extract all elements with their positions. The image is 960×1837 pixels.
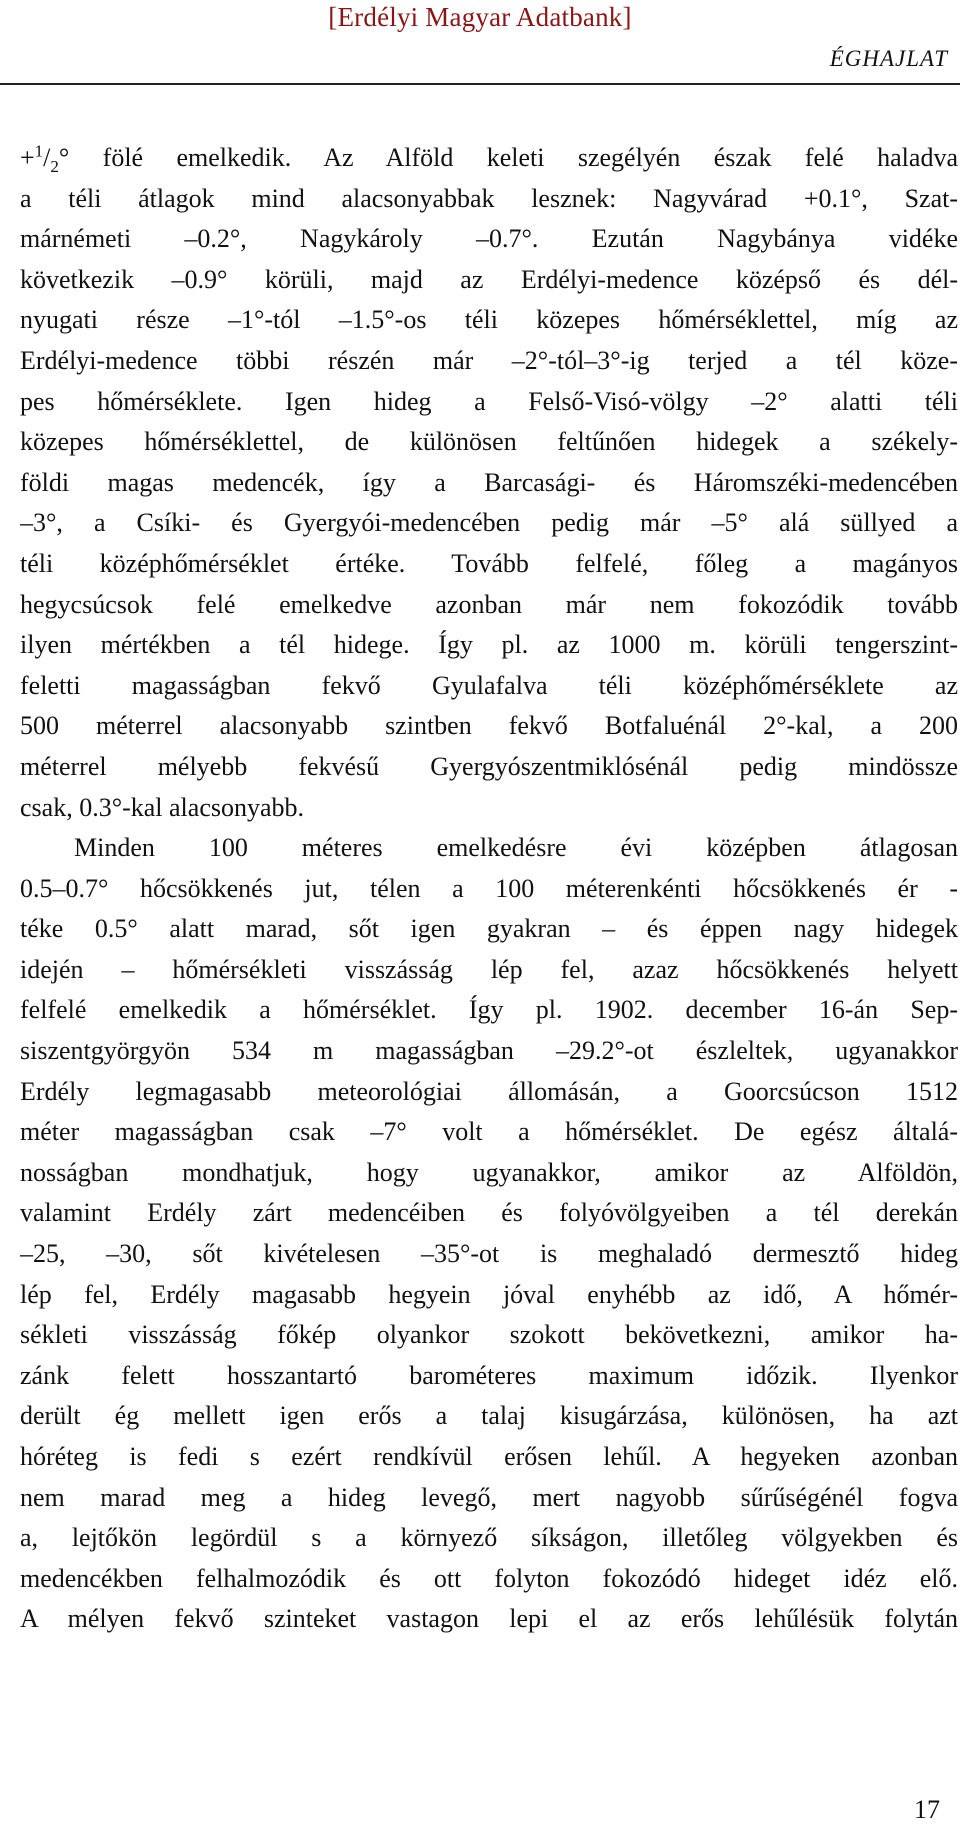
text-line: –25, –30, sőt kivételesen –35°-ot is meghaladó dermesztő hideg	[20, 1239, 958, 1269]
text-line: derült ég mellett igen erős a talaj kisugárzása, különösen, ha azt	[20, 1401, 958, 1431]
plus-sign: +	[20, 143, 35, 172]
body-text	[20, 138, 958, 1640]
text-line: medencékben felhalmozódik és ott folyton fokozódó hideget idéz elő.	[20, 1563, 958, 1593]
text-line: nem marad meg a hideg levegő, mert nagyobb sűrűségénél fogva	[20, 1482, 958, 1512]
text-line: csak, 0.3°-kal alacsonyabb.	[20, 792, 305, 822]
text-line: lép fel, Erdély magasabb hegyein jóval enyhébb az idő, A hőmér-	[20, 1279, 958, 1309]
text-line: a téli átlagok mind alacsonyabbak lesznek: Nagyvárad +0.1°, Szat-	[20, 183, 958, 213]
text-line: A mélyen fekvő szinteket vastagon lepi el az erős lehűlésük folytán	[20, 1604, 958, 1634]
fraction-denominator: 2	[50, 157, 59, 177]
text-line: 0.5–0.7° hőcsökkenés jut, télen a 100 méterenkénti hőcsökkenés ér -	[20, 873, 958, 903]
text-line: felfelé emelkedik a hőmérséklet. Így pl. 1902. december 16-án Sep-	[20, 995, 958, 1025]
text-line: sékleti visszásság főkép olyankor szokott bekövetkezni, amikor ha-	[20, 1320, 958, 1350]
paragraph-first-line: Minden 100 méteres emelkedésre évi középben átlagosan	[74, 833, 958, 863]
text-line: a, lejtőkön legördül s a környező síkságon, illetőleg völgyekben és	[20, 1523, 958, 1553]
text-line: Erdélyi-medence többi részén már –2°-tól–3°-ig terjed a tél köze-	[20, 345, 958, 375]
text-line: márnémeti –0.2°, Nagykároly –0.7°. Ezután Nagybánya vidéke	[20, 224, 958, 254]
text-line: téli középhőmérséklet értéke. Tovább felfelé, főleg a magányos	[20, 548, 958, 578]
text-line: közepes hőmérséklettel, de különösen feltűnően hidegek a székely-	[20, 427, 958, 457]
running-header-section: ÉGHAJLAT	[829, 46, 948, 71]
text-line: zánk felett hosszantartó barométeres maximum időzik. Ilyenkor	[20, 1360, 958, 1390]
text-line: feletti magasságban fekvő Gyulafalva téli középhőmérséklete az	[20, 670, 958, 700]
text-line: méterrel mélyebb fekvésű Gyergyószentmiklósénál pedig mindössze	[20, 751, 958, 781]
text-line: következik –0.9° körüli, majd az Erdélyi-medence középső és dél-	[20, 264, 958, 294]
text-line: téke 0.5° alatt marad, sőt igen gyakran – és éppen nagy hidegek	[20, 914, 958, 944]
fraction-numerator: 1	[34, 141, 44, 161]
text-line: 500 méterrel alacsonyabb szintben fekvő Botfaluénál 2°-kal, a 200	[20, 711, 958, 741]
header-divider	[0, 83, 960, 85]
page-number: 17	[914, 1795, 940, 1824]
fraction-slash: /	[43, 143, 51, 172]
text-line: idején – hőmérsékleti visszásság lép fel, azaz hőcsökkenés helyett	[20, 954, 958, 984]
first-line-text: ° fölé emelkedik. Az Alföld keleti szegélyén észak felé haladva	[58, 143, 958, 172]
site-title-link[interactable]: [Erdélyi Magyar Adatbank]	[328, 2, 632, 32]
text-line: hóréteg is fedi s ezért rendkívül erősen lehűl. A hegyeken azonban	[20, 1442, 958, 1471]
text-line: nyugati része –1°-tól –1.5°-os téli közepes hőmérséklettel, míg az	[20, 305, 958, 335]
text-line: hegycsúcsok felé emelkedve azonban már nem fokozódik tovább	[20, 589, 958, 619]
text-line: valamint Erdély zárt medencéiben és folyóvölgyeiben a tél derekán	[20, 1198, 958, 1228]
text-line	[20, 138, 958, 179]
text-line: méter magasságban csak –7° volt a hőmérséklet. De egész általá-	[20, 1117, 958, 1147]
text-line: nosságban mondhatjuk, hogy ugyanakkor, amikor az Alföldön,	[20, 1157, 958, 1187]
text-line: siszentgyörgyön 534 m magasságban –29.2°-ot észleltek, ugyanakkor	[20, 1036, 958, 1066]
text-line: –3°, a Csíki- és Gyergyói-medencében pedig már –5° alá süllyed a	[20, 508, 958, 538]
text-line: földi magas medencék, így a Barcasági- és Háromszéki-medencében	[20, 467, 958, 497]
text-line: pes hőmérséklete. Igen hideg a Felső-Visó-völgy –2° alatti téli	[20, 386, 958, 416]
text-line: Erdély legmagasabb meteorológiai állomásán, a Goorcsúcson 1512	[20, 1076, 958, 1106]
text-line: ilyen mértékben a tél hidege. Így pl. az 1000 m. körüli tengerszint-	[20, 630, 958, 660]
